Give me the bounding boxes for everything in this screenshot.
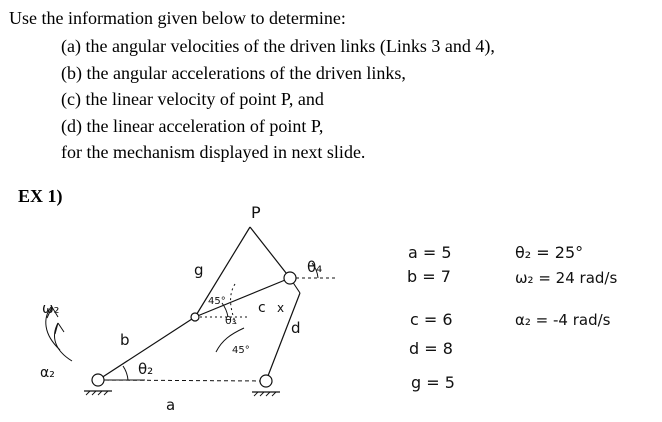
given-d: d = 8: [409, 339, 453, 358]
given-omega2: ω₂ = 24 rad/s: [515, 269, 618, 287]
problem-intro: Use the information given below to determine:: [9, 8, 346, 28]
coupler-top-line: [250, 227, 290, 278]
given-c: c = 6: [410, 310, 453, 329]
alpha2-label: α₂: [40, 365, 55, 381]
joint-o4: [260, 375, 272, 387]
mechanism-sketch: [0, 200, 662, 422]
ground-o2-hatches: [86, 391, 108, 395]
problem-closing: for the mechanism displayed in next slide.: [61, 142, 366, 162]
problem-item-a: (a) the angular velocities of the driven links (Links 3 and 4),: [61, 36, 495, 56]
given-theta2: θ₂ = 25°: [515, 243, 584, 262]
point-x-label: x: [277, 301, 285, 315]
problem-item-d: (d) the linear acceleration of point P,: [61, 116, 324, 136]
link-a-label: a: [166, 396, 176, 414]
alpha2-arrow-body: [55, 323, 72, 361]
given-b: b = 7: [407, 267, 451, 286]
problem-item-b: (b) the angular accelerations of the driven links,: [61, 63, 406, 83]
link-g-label: g: [194, 261, 204, 279]
given-alpha2: α₂ = -4 rad/s: [515, 311, 611, 329]
theta4-label: θ₄: [307, 258, 323, 276]
ground-o4-hatches: [254, 392, 276, 396]
angle-45b-label: 45°: [232, 345, 250, 356]
link-d-label: d: [291, 319, 301, 337]
theta2-arc: [123, 366, 128, 380]
theta3-label: θ₃: [225, 314, 237, 327]
theta2-label: θ₂: [138, 360, 154, 378]
given-g: g = 5: [411, 373, 455, 392]
omega2-label: ω₂: [42, 301, 60, 317]
link-b-label: b: [120, 331, 130, 349]
joint-b: [284, 272, 296, 284]
link-c-label: c: [258, 300, 266, 316]
given-a: a = 5: [408, 243, 452, 262]
point-p-label: P: [251, 203, 261, 222]
alpha2-arrow-head: [55, 323, 64, 334]
problem-item-c: (c) the linear velocity of point P, and: [61, 89, 324, 109]
joint-o2: [92, 374, 104, 386]
problem-statement: [0, 0, 662, 185]
angle-45-label: 45°: [208, 296, 226, 307]
joint-a: [191, 313, 199, 321]
mechanism-diagram: [0, 200, 662, 422]
example-heading: EX 1): [18, 186, 63, 206]
